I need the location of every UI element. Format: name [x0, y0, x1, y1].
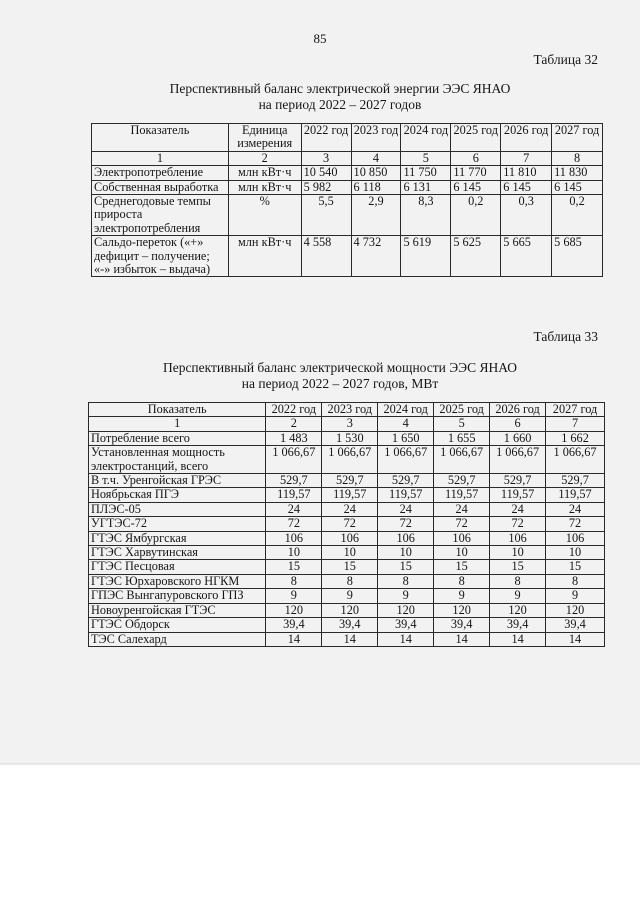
table-row	[89, 502, 605, 516]
table-cell: 9	[434, 589, 490, 603]
table-cell: 1 660	[490, 431, 546, 445]
table-cell: 8	[322, 574, 378, 588]
page-number: 85	[313, 31, 327, 46]
table-row	[92, 166, 603, 180]
row-label-cell: ГТЭС Песцовая	[89, 560, 266, 574]
table-cell: 72	[378, 517, 434, 531]
table-cell: 10	[490, 546, 546, 560]
table-cell: 6 118	[351, 180, 401, 194]
table32-number-cell: 4	[351, 151, 401, 165]
table-cell: 10	[266, 546, 322, 560]
table-cell: 5 685	[552, 236, 603, 277]
table-cell: 0,2	[552, 195, 603, 236]
table32-header-cell: 2026 год	[501, 124, 552, 152]
table-cell: 529,7	[434, 474, 490, 488]
table-cell: млн кВт·ч	[228, 236, 301, 277]
table-cell: 10 540	[301, 166, 351, 180]
table-cell: 8	[434, 574, 490, 588]
table32-header-cell: Показатель	[92, 124, 229, 152]
row-label-cell: ГТЭС Ямбургская	[89, 531, 266, 545]
row-label-cell: Электропотребление	[92, 166, 229, 180]
table-cell: 8	[546, 574, 605, 588]
table-cell: 24	[378, 502, 434, 516]
table-cell: 120	[322, 603, 378, 617]
row-label-cell: Новоуренгойская ГТЭС	[89, 603, 266, 617]
table-cell: 9	[378, 589, 434, 603]
table-cell: 14	[434, 632, 490, 646]
table-cell: 72	[546, 517, 605, 531]
table-cell: 106	[266, 531, 322, 545]
row-label-cell: ПЛЭС-05	[89, 502, 266, 516]
table33-number-cell: 7	[546, 417, 605, 431]
row-label-cell: Среднегодовые темпы прироста электропотребления	[92, 195, 229, 236]
table-cell: 8,3	[401, 195, 451, 236]
table-cell: 10 850	[351, 166, 401, 180]
table-cell: 1 066,67	[322, 446, 378, 474]
table-row	[92, 180, 603, 194]
table-cell: 15	[434, 560, 490, 574]
table-cell: 39,4	[378, 618, 434, 632]
table33-header-cell: 2026 год	[490, 403, 546, 417]
table-cell: 5 619	[401, 236, 451, 277]
row-label-cell: Ноябрьская ПГЭ	[89, 488, 266, 502]
table32-numbering-row	[92, 151, 603, 165]
table-cell: 120	[490, 603, 546, 617]
table32-number-cell: 3	[301, 151, 351, 165]
table-cell: 72	[266, 517, 322, 531]
table32-title-line1: Перспективный баланс электрической энергии ЭЭС ЯНАО	[169, 81, 511, 96]
table-row	[89, 446, 605, 474]
table33-header-cell: 2024 год	[378, 403, 434, 417]
row-label-cell: ТЭС Салехард	[89, 632, 266, 646]
table33-title-line1: Перспективный баланс электрической мощности ЭЭС ЯНАО	[162, 360, 518, 375]
table-cell: 39,4	[490, 618, 546, 632]
table-row	[89, 603, 605, 617]
table-row	[89, 546, 605, 560]
table33-title-line2: на период 2022 – 2027 годов, МВт	[241, 376, 439, 391]
table-row	[89, 632, 605, 646]
table-row	[89, 431, 605, 445]
table33-number-cell: 4	[378, 417, 434, 431]
table-cell: млн кВт·ч	[228, 180, 301, 194]
table-cell: 106	[378, 531, 434, 545]
table-cell: 24	[546, 502, 605, 516]
table32-number-cell: 7	[501, 151, 552, 165]
table-cell: 9	[322, 589, 378, 603]
table-cell: 9	[266, 589, 322, 603]
table-cell: 119,57	[546, 488, 605, 502]
table-row	[89, 517, 605, 531]
table-cell: 1 066,67	[490, 446, 546, 474]
table-cell: 6 145	[451, 180, 501, 194]
row-label-cell: Потребление всего	[89, 431, 266, 445]
row-label-cell: В т.ч. Уренгойская ГРЭС	[89, 474, 266, 488]
table-cell: 1 066,67	[546, 446, 605, 474]
table-cell: 4 732	[351, 236, 401, 277]
table-cell: 39,4	[266, 618, 322, 632]
table-row	[89, 531, 605, 545]
table-cell: 529,7	[490, 474, 546, 488]
table-cell: 1 655	[434, 431, 490, 445]
table-cell: 15	[546, 560, 605, 574]
table32-header-cell: 2024 год	[401, 124, 451, 152]
table-cell: 6 145	[552, 180, 603, 194]
row-label-cell: ГТЭС Харвутинская	[89, 546, 266, 560]
table-cell: 8	[378, 574, 434, 588]
table-cell: 5 665	[501, 236, 552, 277]
table-cell: 14	[546, 632, 605, 646]
table-cell: 106	[322, 531, 378, 545]
table-cell: 119,57	[378, 488, 434, 502]
table-cell: 119,57	[322, 488, 378, 502]
table-cell: 1 066,67	[378, 446, 434, 474]
table-cell: 6 131	[401, 180, 451, 194]
table32-number-cell: 6	[451, 151, 501, 165]
table33-number-cell: 6	[490, 417, 546, 431]
table-cell: 4 558	[301, 236, 351, 277]
table33-label: Таблица 33	[533, 329, 598, 344]
table-cell: 39,4	[546, 618, 605, 632]
table33-header-cell: 2027 год	[546, 403, 605, 417]
table33	[88, 402, 605, 647]
table32-number-cell: 8	[552, 151, 603, 165]
table32-number-cell: 5	[401, 151, 451, 165]
row-label-cell: ГТЭС Юрхаровского НГКМ	[89, 574, 266, 588]
table-cell: 529,7	[322, 474, 378, 488]
table-cell: 15	[266, 560, 322, 574]
table-cell: 15	[490, 560, 546, 574]
table-cell: %	[228, 195, 301, 236]
table32-number-cell: 1	[92, 151, 229, 165]
table-cell: 10	[322, 546, 378, 560]
table-cell: 8	[490, 574, 546, 588]
table-cell: 119,57	[266, 488, 322, 502]
table-cell: 2,9	[351, 195, 401, 236]
table-cell: 5 982	[301, 180, 351, 194]
table33-header-cell: 2025 год	[434, 403, 490, 417]
table-cell: 72	[490, 517, 546, 531]
table-cell: 14	[322, 632, 378, 646]
table-cell: 1 066,67	[266, 446, 322, 474]
table33-header-cell: Показатель	[89, 403, 266, 417]
page-bottom-edge	[0, 763, 640, 766]
row-label-cell: Сальдо-переток («+» дефицит – получение; «-» избыток – выдача)	[92, 236, 229, 277]
table-cell: 72	[322, 517, 378, 531]
table-row	[89, 618, 605, 632]
table33-number-cell: 3	[322, 417, 378, 431]
table-cell: 529,7	[378, 474, 434, 488]
table-cell: 10	[378, 546, 434, 560]
row-label-cell: Установленная мощность электростанций, всего	[89, 446, 266, 474]
table-row	[92, 236, 603, 277]
table-cell: 24	[266, 502, 322, 516]
table-cell: 14	[490, 632, 546, 646]
table-cell: 14	[266, 632, 322, 646]
table32-header-row	[92, 124, 603, 152]
row-label-cell: ГТЭС Обдорск	[89, 618, 266, 632]
table32-header-cell: 2023 год	[351, 124, 401, 152]
table32-header-cell: Единица измерения	[228, 124, 301, 152]
table33-number-cell: 5	[434, 417, 490, 431]
table33-header-cell: 2023 год	[322, 403, 378, 417]
table-cell: 9	[490, 589, 546, 603]
table32	[91, 123, 603, 277]
table-cell: 0,3	[501, 195, 552, 236]
table-cell: 1 066,67	[434, 446, 490, 474]
table-cell: 10	[546, 546, 605, 560]
table-cell: 1 650	[378, 431, 434, 445]
table-cell: 119,57	[490, 488, 546, 502]
table-cell: 120	[266, 603, 322, 617]
table33-number-cell: 2	[266, 417, 322, 431]
table-cell: 120	[378, 603, 434, 617]
table33-number-cell: 1	[89, 417, 266, 431]
table-cell: 14	[378, 632, 434, 646]
table-cell: 24	[322, 502, 378, 516]
table-cell: 120	[546, 603, 605, 617]
table32-label: Таблица 32	[533, 52, 598, 67]
table-cell: 39,4	[322, 618, 378, 632]
table32-number-cell: 2	[228, 151, 301, 165]
table-cell: 529,7	[546, 474, 605, 488]
table-row	[89, 488, 605, 502]
table-row	[89, 589, 605, 603]
table-row	[92, 195, 603, 236]
table32-header-cell: 2022 год	[301, 124, 351, 152]
row-label-cell: Собственная выработка	[92, 180, 229, 194]
table33-header-cell: 2022 год	[266, 403, 322, 417]
table-cell: 11 770	[451, 166, 501, 180]
table-cell: 120	[434, 603, 490, 617]
table-cell: млн кВт·ч	[228, 166, 301, 180]
table-cell: 24	[434, 502, 490, 516]
table-row	[89, 574, 605, 588]
table-cell: 15	[322, 560, 378, 574]
table-row	[89, 560, 605, 574]
table-cell: 11 830	[552, 166, 603, 180]
table-cell: 106	[434, 531, 490, 545]
table32-header-cell: 2027 год	[552, 124, 603, 152]
table-cell: 8	[266, 574, 322, 588]
table-cell: 6 145	[501, 180, 552, 194]
table-cell: 1 662	[546, 431, 605, 445]
table32-title-line2: на период 2022 – 2027 годов	[258, 97, 422, 112]
table-cell: 1 530	[322, 431, 378, 445]
row-label-cell: ГПЭС Вынгапуровского ГПЗ	[89, 589, 266, 603]
table-cell: 10	[434, 546, 490, 560]
table-cell: 5,5	[301, 195, 351, 236]
table-cell: 0,2	[451, 195, 501, 236]
table-row	[89, 474, 605, 488]
table-cell: 11 810	[501, 166, 552, 180]
table32-header-cell: 2025 год	[451, 124, 501, 152]
table-cell: 11 750	[401, 166, 451, 180]
table-cell: 106	[546, 531, 605, 545]
row-label-cell: УГТЭС-72	[89, 517, 266, 531]
table-cell: 15	[378, 560, 434, 574]
table-cell: 1 483	[266, 431, 322, 445]
table-cell: 24	[490, 502, 546, 516]
table-cell: 72	[434, 517, 490, 531]
table-cell: 5 625	[451, 236, 501, 277]
table-cell: 529,7	[266, 474, 322, 488]
table33-header-row	[89, 403, 605, 417]
table-cell: 106	[490, 531, 546, 545]
table-cell: 119,57	[434, 488, 490, 502]
table-cell: 9	[546, 589, 605, 603]
table33-numbering-row	[89, 417, 605, 431]
table-cell: 39,4	[434, 618, 490, 632]
